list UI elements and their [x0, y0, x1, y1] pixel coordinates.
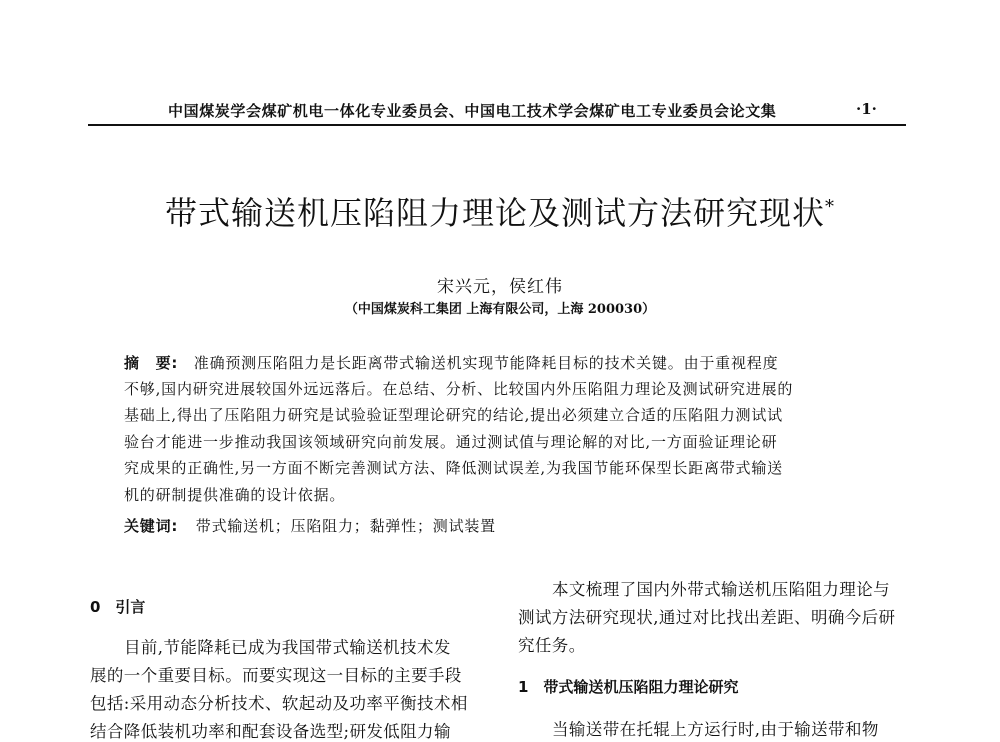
body-line: 测试方法研究现状,通过对比找出差距、明确今后研: [518, 608, 896, 627]
section-heading-intro: 0 引言: [90, 598, 146, 616]
body-line: 究任务。: [518, 636, 586, 655]
keywords-line: [124, 515, 496, 536]
keywords-label: 关键词:: [124, 517, 179, 535]
abstract-line: 基础上,得出了压陷阻力研究是试验验证型理论研究的结论,提出必须建立合适的压陷阻力测试试: [124, 406, 783, 424]
abstract-line: 究成果的正确性,另一方面不断完善测试方法、降低测试误差,为我国节能环保型长距离带式输送: [124, 459, 783, 477]
body-line: 结合降低装机功率和配套设备选型;研发低阻力输: [90, 722, 451, 741]
abstract-label: 摘 要:: [124, 354, 179, 372]
header-rule: [88, 124, 906, 126]
page-number: ·1·: [856, 100, 877, 118]
article-title: [0, 188, 1000, 234]
body-line: 当输送带在托辊上方运行时,由于输送带和物: [552, 720, 879, 739]
title-footnote-mark: *: [825, 196, 835, 218]
title-text: 带式输送机压陷阻力理论及测试方法研究现状: [164, 194, 825, 232]
section-heading-1: 1 带式输送机压陷阻力理论研究: [518, 678, 739, 696]
keywords-text: 带式输送机；压陷阻力；黏弹性；测试装置: [195, 517, 496, 535]
authors: 宋兴元，侯红伟: [437, 277, 563, 297]
body-line: 展的一个重要目标。而要实现这一目标的主要手段: [90, 666, 462, 685]
body-line: 本文梳理了国内外带式输送机压陷阻力理论与: [552, 580, 890, 599]
abstract-line: 验台才能进一步推动我国该领域研究向前发展。通过测试值与理论解的对比,一方面验证理论研: [124, 433, 778, 451]
body-line: 目前,节能降耗已成为我国带式输送机技术发: [124, 638, 451, 657]
affiliation: （中国煤炭科工集团 上海有限公司，上海 200030）: [344, 302, 656, 317]
abstract-line: [124, 352, 778, 373]
running-header: 中国煤炭学会煤矿机电一体化专业委员会、中国电工技术学会煤矿电工专业委员会论文集: [168, 102, 777, 120]
abstract-line: 机的研制提供准确的设计依据。: [124, 486, 346, 504]
abstract-text: 准确预测压陷阻力是长距离带式输送机实现节能降耗目标的技术关键。由于重视程度: [193, 354, 779, 372]
abstract-line: 不够,国内研究进展较国外远远落后。在总结、分析、比较国内外压陷阻力理论及测试研究进展的: [124, 380, 794, 398]
body-line: 包括:采用动态分析技术、软起动及功率平衡技术相: [90, 694, 468, 713]
